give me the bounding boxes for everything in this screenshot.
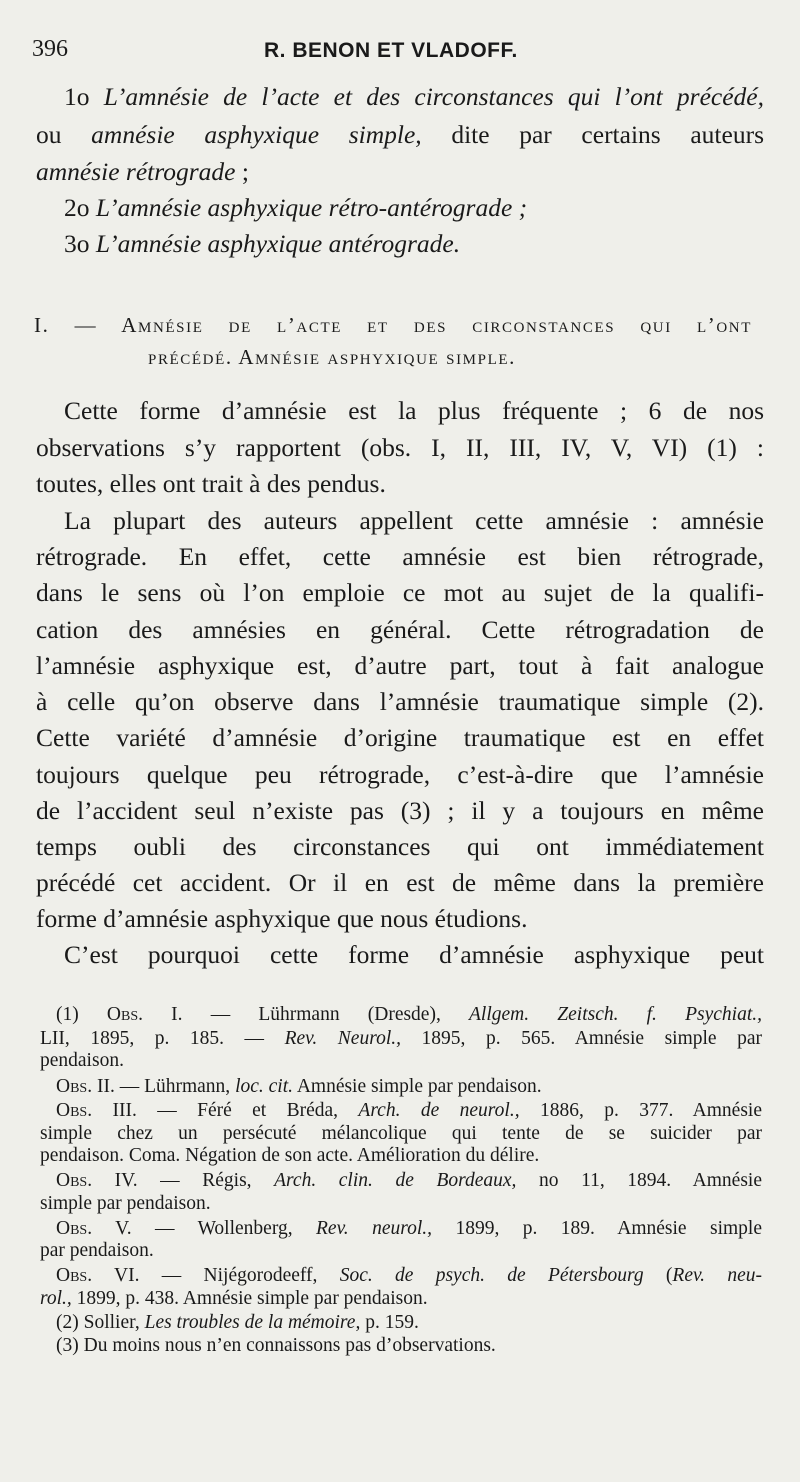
body-line: l’amnésie asphyxique est, d’autre part, tout à fait analogue xyxy=(36,651,764,680)
footnote-obs-6-line-2: rol., 1899, p. 438. Amnésie simple par pendaison. xyxy=(40,1288,428,1309)
body-line: Cette variété d’amnésie d’origine traumatique est en effet xyxy=(36,723,764,752)
footnote-obs-3-line-3: pendaison. Coma. Négation de son acte. Amélioration du délire. xyxy=(40,1145,540,1166)
footnote-2: (2) Sollier, Les troubles de la mémoire, p. 159. xyxy=(56,1312,419,1333)
body-line: précédé cet accident. Or il en est de même dans la première xyxy=(36,868,764,897)
body-line: temps oubli des circonstances qui ont immédiatement xyxy=(36,832,764,861)
footnote-obs-6-line-1: Obs. VI. — Nijégorodeeff, Soc. de psych. de Pétersbourg (Rev. neu- xyxy=(56,1265,762,1286)
list-item-3: 3o L’amnésie asphyxique antérograde. xyxy=(64,229,461,258)
list-item-1-line-2: ou amnésie asphyxique simple, dite par certains auteurs xyxy=(36,120,764,149)
body-line: toujours quelque peu rétrograde, c’est-à-dire que l’amnésie xyxy=(36,760,764,789)
list-item-1-line-3: amnésie rétrograde ; xyxy=(36,157,249,186)
body-line: à celle qu’on observe dans l’amnésie traumatique simple (2). xyxy=(36,687,764,716)
footnote-obs-5-line-1: Obs. V. — Wollenberg, Rev. neurol., 1899, p. 189. Amnésie simple xyxy=(56,1218,762,1239)
body-line: C’est pourquoi cette forme d’amnésie asphyxique peut xyxy=(64,940,764,969)
page-header xyxy=(32,36,770,70)
footnote-obs-3-line-1: Obs. III. — Féré et Bréda, Arch. de neurol., 1886, p. 377. Amnésie xyxy=(56,1100,762,1121)
body-line: La plupart des auteurs appellent cette amnésie : amnésie xyxy=(64,506,764,535)
footnote-obs-3-line-2: simple chez un persécuté mélancolique qui tente de se suicider par xyxy=(40,1123,762,1144)
body-line: Cette forme d’amnésie est la plus fréquente ; 6 de nos xyxy=(64,396,764,425)
page-number: 396 xyxy=(32,36,68,62)
footnote-1-line-1: (1) Obs. I. — Lührmann (Dresde), Allgem. Zeitsch. f. Psychiat., xyxy=(56,1004,762,1025)
list-item-1-line-1: 1o L’amnésie de l’acte et des circonstances qui l’ont précédé, xyxy=(64,82,764,111)
footnote-1-line-3: pendaison. xyxy=(40,1050,124,1071)
footnote-1-line-2: LII, 1895, p. 185. — Rev. Neurol., 1895, p. 565. Amnésie simple par xyxy=(40,1028,763,1049)
footnote-obs-2: Obs. II. — Lührmann, loc. cit. Amnésie simple par pendaison. xyxy=(56,1076,542,1097)
body-line: de l’accident seul n’existe pas (3) ; il y a toujours en même xyxy=(36,796,764,825)
body-line: dans le sens où l’on emploie ce mot au sujet de la qualifi- xyxy=(36,578,764,607)
body-line: observations s’y rapportent (obs. I, II, III, IV, V, VI) (1) : xyxy=(36,433,764,462)
running-head: R. BENON ET VLADOFF. xyxy=(264,39,518,62)
body-line: toutes, elles ont trait à des pendus. xyxy=(36,469,386,498)
section-title-line-2: précédé. Amnésie asphyxique simple. xyxy=(148,345,516,369)
list-item-2: 2o L’amnésie asphyxique rétro-antérograde ; xyxy=(64,193,528,222)
body-line: cation des amnésies en général. Cette rétrogradation de xyxy=(36,615,764,644)
section-title-line-1: I. — Amnésie de l’acte et des circonstances qui l’ont xyxy=(34,313,752,337)
footnote-3: (3) Du moins nous n’en connaissons pas d’observations. xyxy=(56,1335,496,1356)
body-line: rétrograde. En effet, cette amnésie est bien rétrograde, xyxy=(36,542,764,571)
footnote-obs-4-line-1: Obs. IV. — Régis, Arch. clin. de Bordeaux, no 11, 1894. Amnésie xyxy=(56,1170,762,1191)
footnote-obs-5-line-2: par pendaison. xyxy=(40,1240,154,1261)
body-line: forme d’amnésie asphyxique que nous étudions. xyxy=(36,904,528,933)
footnote-obs-4-line-2: simple par pendaison. xyxy=(40,1193,211,1214)
